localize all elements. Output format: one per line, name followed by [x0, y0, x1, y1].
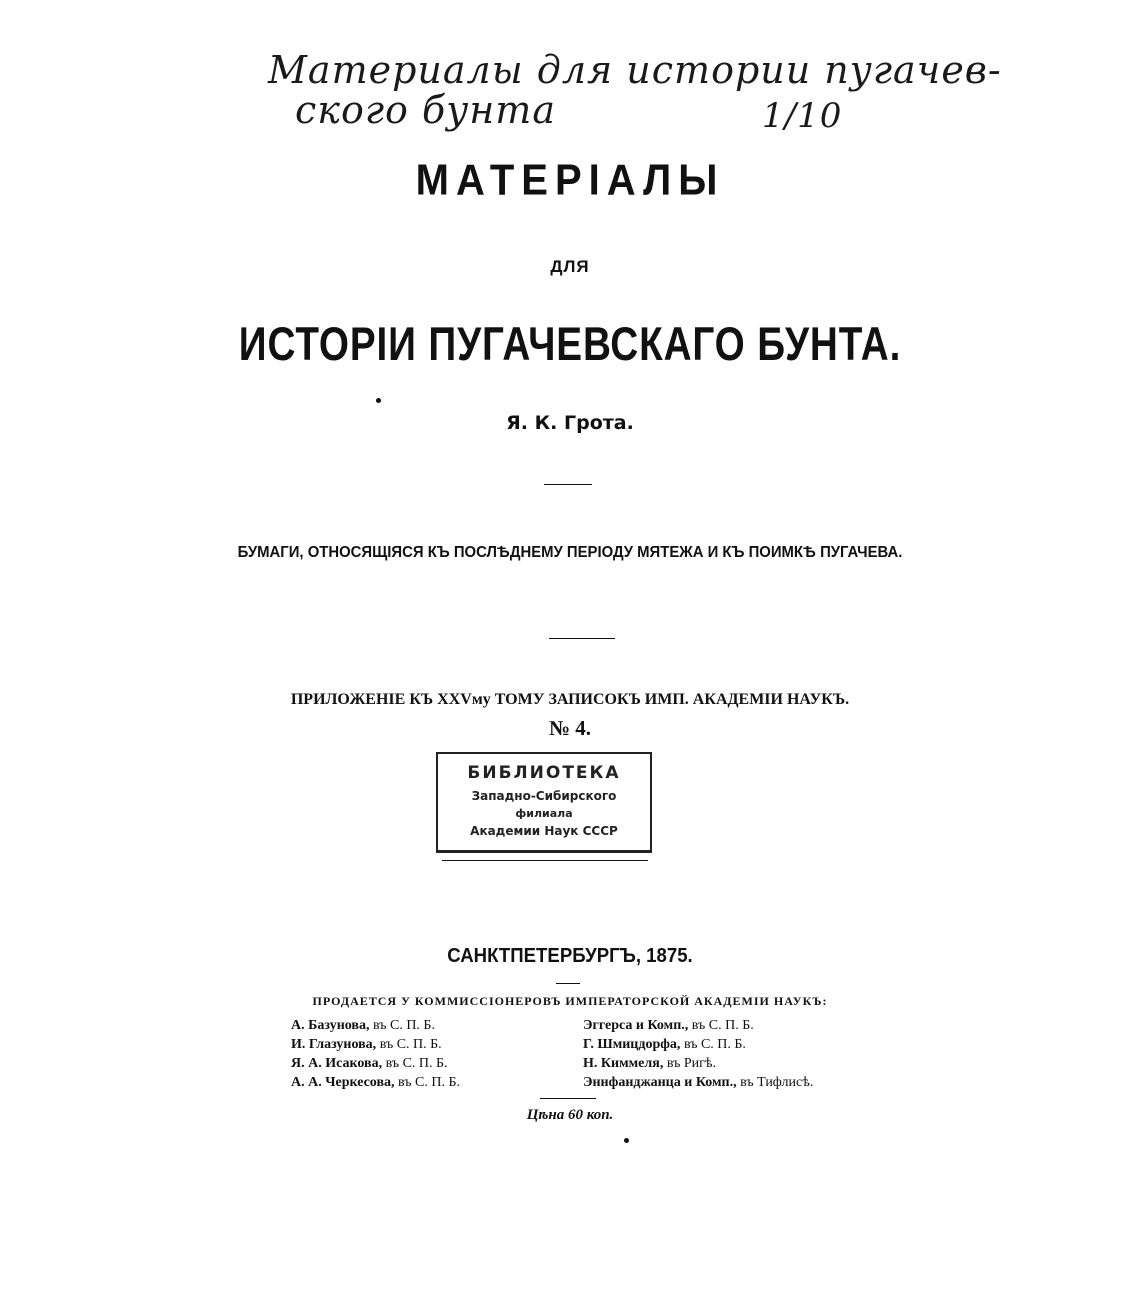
stamp-underline [442, 860, 648, 861]
stamp-line3: филиала [515, 807, 573, 820]
divider-bottom [540, 1098, 596, 1099]
seller-entry: Н. Киммеля, въ Ригѣ. [583, 1056, 716, 1071]
seller-entry: Я. А. Исакова, въ С. П. Б. [291, 1056, 448, 1071]
handwritten-note-line1: Материалы для истории пугачев- [268, 48, 1002, 92]
divider-medium [549, 638, 615, 639]
ink-speck [624, 1138, 629, 1143]
title-main: МАТЕРІАЛЫ [415, 155, 725, 205]
stamp-line1: БИБЛИОТЕКА [467, 763, 621, 783]
ink-speck [376, 398, 381, 403]
author: Я. К. Грота. [506, 412, 634, 434]
seller-entry: А. А. Черкесова, въ С. П. Б. [291, 1075, 461, 1090]
seller-entry: Г. Шмицдорфа, въ С. П. Б. [583, 1037, 746, 1052]
issue-number: № 4. [548, 716, 592, 740]
seller-entry: Эггерса и Комп., въ С. П. Б. [583, 1018, 754, 1033]
stamp-line2: Западно-Сибирского [471, 789, 617, 803]
handwritten-note-line2: ского бунта [295, 88, 556, 132]
divider-short [544, 484, 592, 485]
appendix-line: ПРИЛОЖЕНІЕ КЪ XXVму ТОМУ ЗАПИСОКЪ ИМП. АКАДЕМІИ НАУКЪ. [290, 691, 850, 708]
seller-entry: А. Базунова, въ С. П. Б. [291, 1018, 435, 1033]
sellers-right-column [583, 1016, 813, 1092]
title-subject: ИСТОРІИ ПУГАЧЕВСКАГО БУНТА. [238, 316, 902, 371]
divider-tiny [556, 983, 580, 984]
stamp-line4: Академии Наук СССР [470, 824, 618, 838]
price: Цѣна 60 коп. [526, 1107, 614, 1123]
imprint-city-year: САНКТПЕТЕРБУРГЪ, 1875. [447, 945, 693, 967]
papers-description: БУМАГИ, ОТНОСЯЩІЯСЯ КЪ ПОСЛѢДНЕМУ ПЕРІОДУ МЯТЕЖА И КЪ ПОИМКѢ ПУГАЧЕВА. [237, 544, 903, 561]
sellers-left-column [291, 1016, 460, 1092]
sold-by-heading: ПРОДАЕТСЯ У КОММИССІОНЕРОВЪ ИМПЕРАТОРСКОЙ АКАДЕМІИ НАУКЪ: [312, 994, 828, 1008]
handwritten-shelfmark: 1/10 [762, 96, 843, 136]
seller-entry: Эннфанджанца и Комп., въ Тифлисѣ. [583, 1075, 814, 1090]
title-for: ДЛЯ [550, 257, 590, 276]
library-stamp [436, 752, 652, 853]
seller-entry: И. Глазунова, въ С. П. Б. [291, 1037, 442, 1052]
